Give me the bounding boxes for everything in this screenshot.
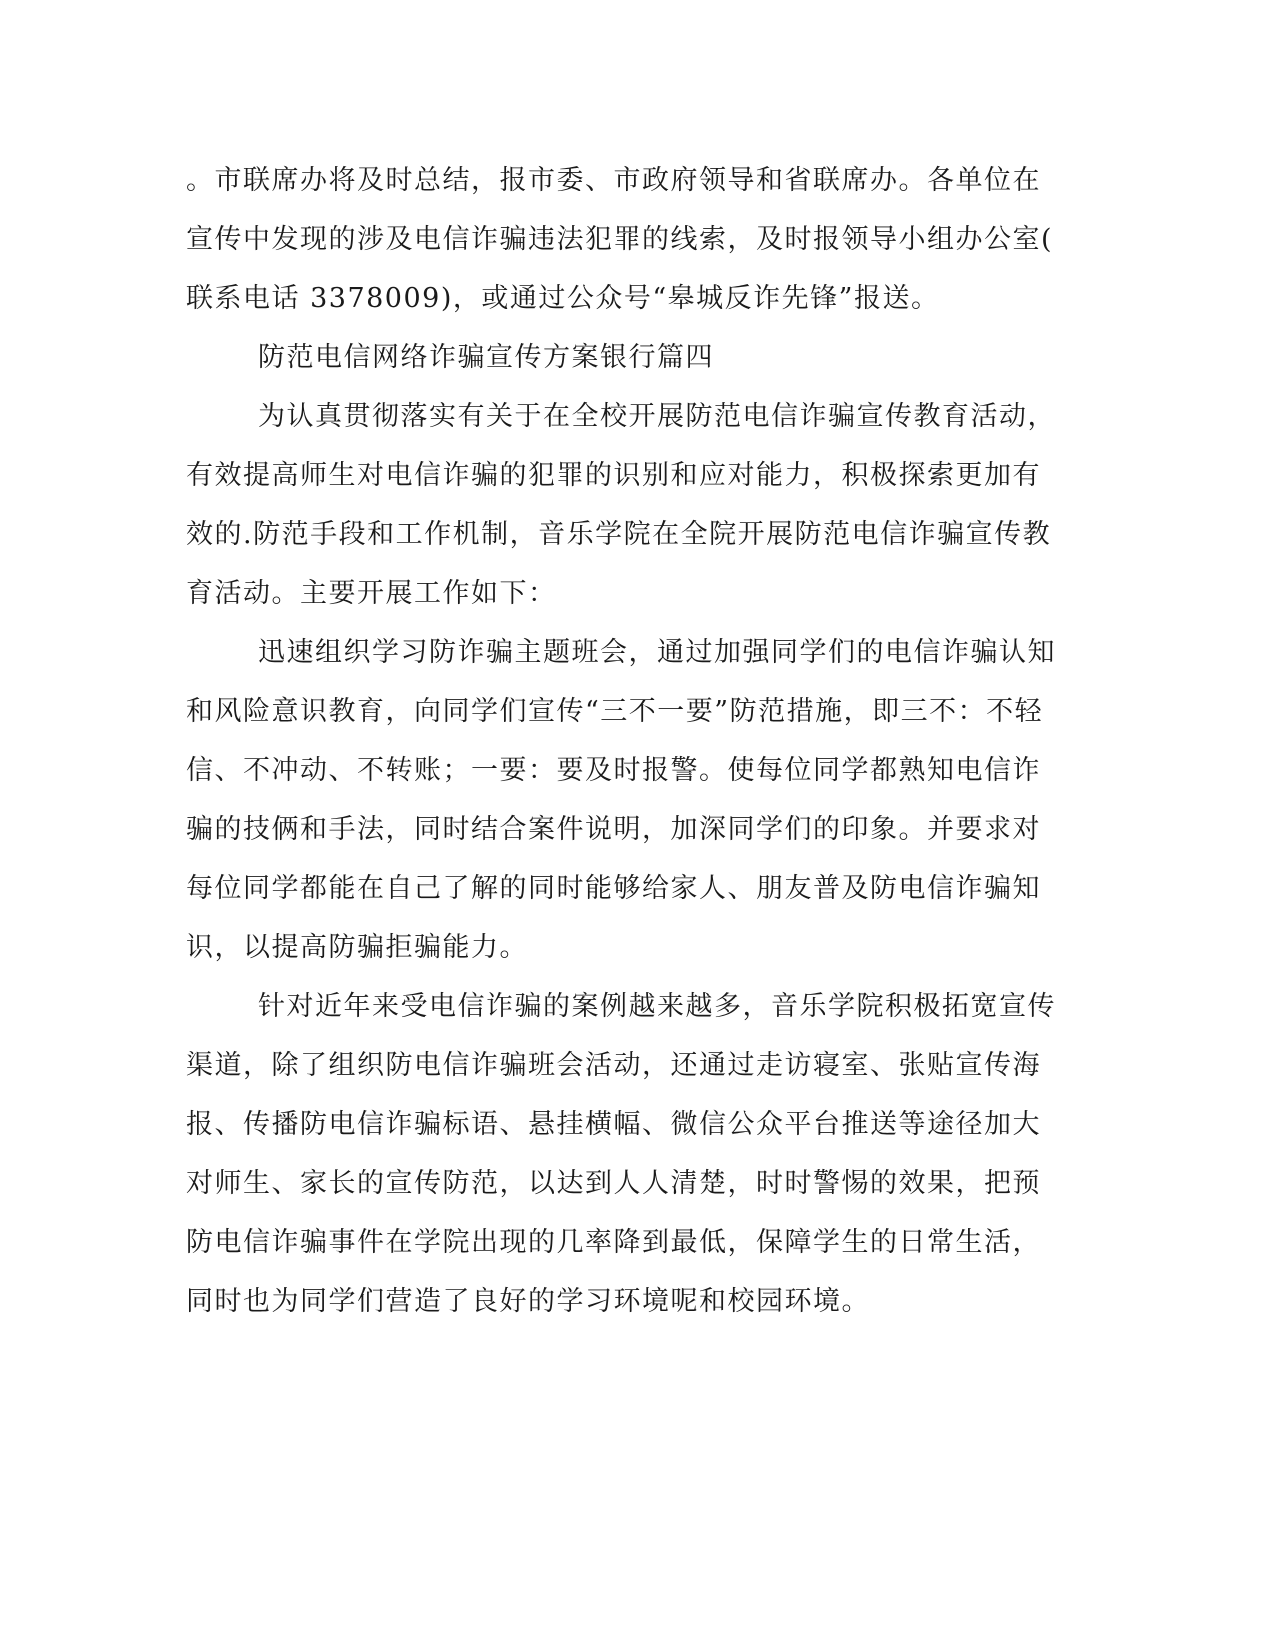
text-line: 针对近年来受电信诈骗的案例越来越多，音乐学院积极拓宽宣传: [258, 991, 1056, 1022]
text-line: 和风险意识教育，向同学们宣传“三不一要”防范措施，即三不：不轻: [186, 696, 1044, 727]
section-heading: 防范电信网络诈骗宣传方案银行篇四: [258, 342, 714, 373]
text-line: 同时也为同学们营造了良好的学习环境呢和校园环境。: [186, 1286, 870, 1317]
text-line: 育活动。主要开展工作如下：: [186, 578, 557, 609]
text-line: 迅速组织学习防诈骗主题班会，通过加强同学们的电信诈骗认知: [258, 637, 1056, 668]
text-line: 信、不冲动、不转账；一要：要及时报警。使每位同学都熟知电信诈: [186, 755, 1041, 786]
text-line: 联系电话 3378009)，或通过公众号“皋城反诈先锋”报送。: [186, 283, 940, 314]
text-line: 报、传播防电信诈骗标语、悬挂横幅、微信公众平台推送等途径加大: [186, 1109, 1041, 1140]
text-line: 识，以提高防骗拒骗能力。: [186, 932, 528, 963]
text-line: 对师生、家长的宣传防范，以达到人人清楚，时时警惕的效果，把预: [186, 1168, 1041, 1199]
text-line: 每位同学都能在自己了解的同时能够给家人、朋友普及防电信诈骗知: [186, 873, 1041, 904]
text-line: 效的.防范手段和工作机制，音乐学院在全院开展防范电信诈骗宣传教: [186, 519, 1052, 550]
text-line: 骗的技俩和手法，同时结合案件说明，加深同学们的印象。并要求对: [186, 814, 1041, 845]
text-line: 为认真贯彻落实有关于在全校开展防范电信诈骗宣传教育活动，: [258, 401, 1056, 432]
text-line: 渠道，除了组织防电信诈骗班会活动，还通过走访寝室、张贴宣传海: [186, 1050, 1041, 1081]
text-line: 防电信诈骗事件在学院出现的几率降到最低，保障学生的日常生活，: [186, 1227, 1041, 1258]
text-line: 。市联席办将及时总结，报市委、市政府领导和省联席办。各单位在: [186, 165, 1041, 196]
text-line: 宣传中发现的涉及电信诈骗违法犯罪的线索，及时报领导小组办公室(: [186, 224, 1054, 255]
text-line: 有效提高师生对电信诈骗的犯罪的识别和应对能力，积极探索更加有: [186, 460, 1041, 491]
